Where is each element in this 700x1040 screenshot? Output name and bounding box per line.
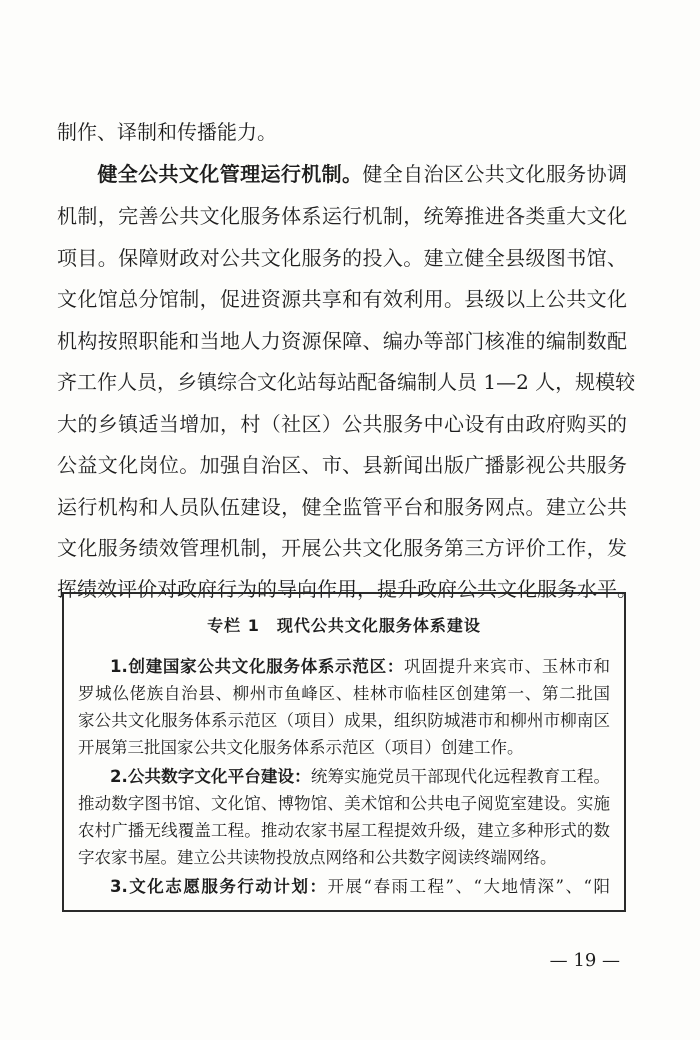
column-box — [62, 592, 626, 912]
item1-line-2: 罗城仫佬族自治县、柳州市鱼峰区、桂林市临桂区创建第一、第二批国 — [78, 684, 610, 703]
item3-text-1: 开展“春雨工程”、“大地情深”、“阳 — [327, 877, 610, 896]
body-line-1: 制作、译制和传播能力。 — [57, 120, 277, 144]
item2-line-3: 农村广播无线覆盖工程。推动农家书屋工程提效升级，建立多种形式的数 — [78, 821, 610, 840]
item3-line-1 — [78, 876, 610, 898]
item1-line-4: 开展第三批国家公共文化服务体系示范区（项目）创建工作。 — [78, 738, 524, 757]
page-number: — 19 — — [549, 950, 620, 971]
item2-line-2: 推动数字图书馆、文化馆、博物馆、美术馆和公共电子阅览室建设。实施 — [78, 794, 610, 813]
body-line-9: 公益文化岗位。加强自治区、市、县新闻出版广播影视公共服务 — [57, 453, 627, 477]
body-line-6: 机构按照职能和当地人力资源保障、编办等部门核准的编制数配 — [57, 329, 627, 353]
body-line-10: 运行机构和人员队伍建设，健全监管平台和服务网点。建立公共 — [57, 495, 627, 519]
item1-heading: 1.创建国家公共文化服务体系示范区： — [110, 657, 405, 676]
item1-text-1: 巩固提升来宾市、玉林市和 — [404, 657, 611, 676]
item2-line-1 — [78, 766, 610, 788]
body-line-11: 文化服务绩效管理机制，开展公共文化服务第三方评价工作，发 — [57, 536, 627, 560]
section-heading: 健全公共文化管理运行机制。 — [97, 162, 363, 186]
item1-line-1 — [78, 656, 610, 678]
column-title: 专栏 1 现代公共文化服务体系建设 — [207, 616, 481, 635]
body-line-2 — [57, 161, 627, 187]
body-line-7: 齐工作人员，乡镇综合文化站每站配备编制人员 1—2 人，规模较 — [57, 370, 636, 394]
item2-text-1: 统筹实施党员干部现代化远程教育工程。 — [310, 767, 611, 786]
item3-heading: 3.文化志愿服务行动计划： — [110, 877, 328, 896]
body-line-5: 文化馆总分馆制，促进资源共享和有效利用。县级以上公共文化 — [57, 287, 627, 311]
item1-line-3: 家公共文化服务体系示范区（项目）成果，组织防城港市和柳州市柳南区 — [78, 711, 610, 730]
body-line-2-rest: 健全自治区公共文化服务协调 — [362, 162, 628, 186]
body-line-3: 机制，完善公共文化服务体系运行机制，统筹推进各类重大文化 — [57, 204, 627, 228]
item2-heading: 2.公共数字文化平台建设： — [110, 767, 311, 786]
body-line-4: 项目。保障财政对公共文化服务的投入。建立健全县级图书馆、 — [57, 246, 627, 270]
body-line-12: 挥绩效评价对政府行为的导向作用，提升政府公共文化服务水平。 — [57, 577, 637, 601]
body-line-8: 大的乡镇适当增加，村（社区）公共服务中心设有由政府购买的 — [57, 412, 627, 436]
item2-line-4: 字农家书屋。建立公共读物投放点网络和公共数字阅读终端网络。 — [78, 848, 557, 867]
